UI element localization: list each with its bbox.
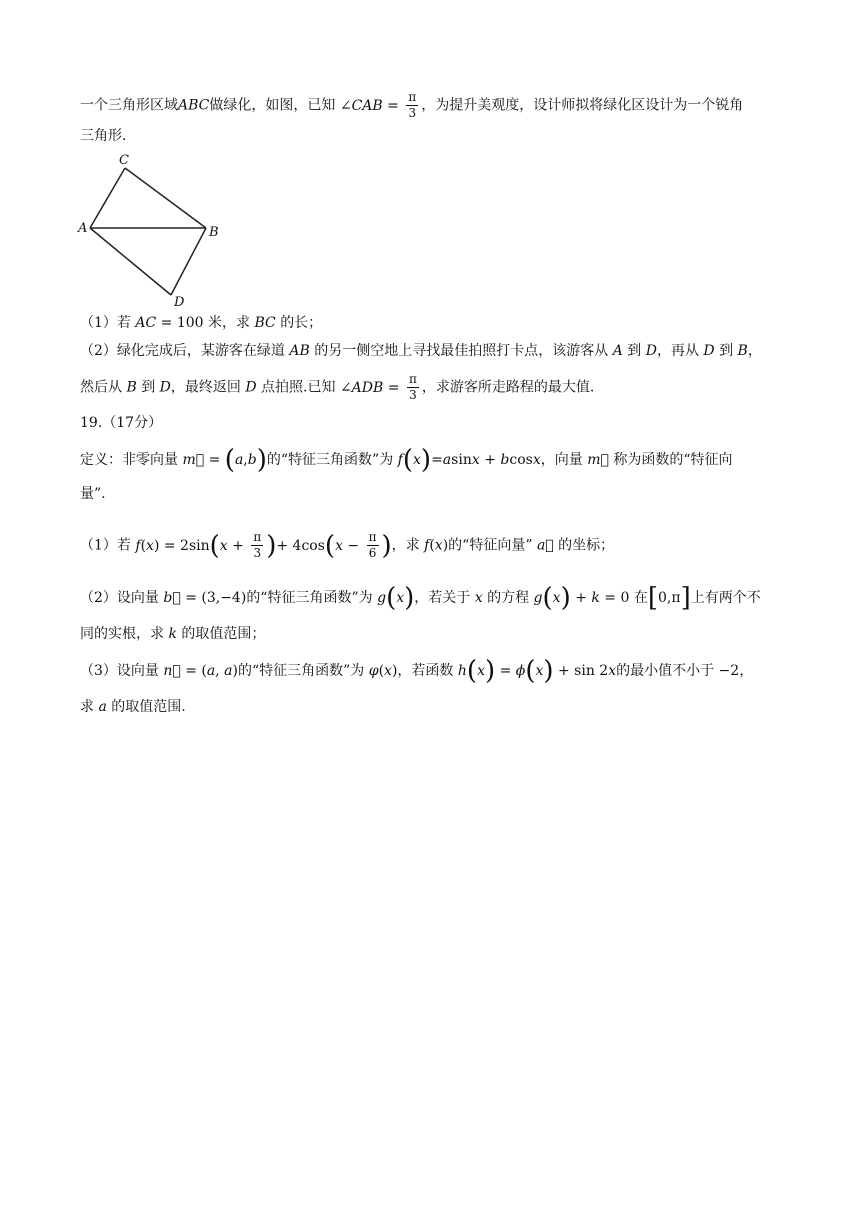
- sub-question-1: （1）若 f(x) = 2sin(x + $\frac{\pi}{3}$ )+ 4cos(x − $\frac{\pi}{6}$ )，求 f(x)的“特征向量” a⃗ 的坐标；: [80, 530, 615, 561]
- f-expression: f(x) = 2sin(x + $\frac{\pi}{3}$ )+ 4cos(x − $\frac{\pi}{6}$ ): [135, 530, 392, 561]
- sub-question-2-line-1: （2）设向量 b⃗ = (3,−4)的“特征三角函数”为 g(x)，若关于 x 的方程 g(x) + k = 0 在[0,π]上有两个不: [80, 583, 761, 613]
- angle-cab-formula: ∠CAB = $\frac{\pi}{3}$: [339, 90, 417, 120]
- vector-b-formula: b⃗ = (3,−4): [163, 590, 247, 606]
- vector-m-formula: m⃗ = (a,b): [182, 445, 267, 475]
- label-c: C: [119, 153, 129, 168]
- problem-intro-line-2: 三角形.: [80, 128, 127, 144]
- label-b: B: [209, 225, 219, 240]
- segment-cb: [125, 168, 206, 228]
- h-formula: h(x) = ϕ(x) + sin 2x: [457, 656, 617, 686]
- segment-bd: [171, 228, 206, 295]
- question-2-line-1: （2）绿化完成后，某游客在绿道 AB 的另一侧空地上寻找最佳拍照打卡点，该游客从 A 到 D，再从 D 到 B，: [80, 343, 762, 359]
- interval-0-pi: [0,π]: [647, 583, 691, 613]
- label-a: A: [78, 221, 88, 236]
- vector-n-formula: n⃗ = (a, a): [163, 663, 238, 679]
- quadrilateral-figure: [70, 150, 240, 310]
- sub-question-3-line-2: 求 a 的取值范围.: [80, 699, 186, 715]
- question-2-line-2: 然后从 B 到 D，最终返回 D 点拍照.已知 ∠ADB = $\frac{\pi}{3}$ ，求游客所走路程的最大值.: [80, 372, 595, 402]
- angle-adb-formula: ∠ADB = $\frac{\pi}{3}$: [339, 372, 417, 402]
- question-1: （1）若 AC = 100 米，求 BC 的长；: [80, 315, 323, 331]
- f-formula: f(x)=asinx + bcosx: [397, 445, 541, 475]
- definition-line-2: 量”.: [80, 486, 106, 502]
- problem-intro-line-1: 一个三角形区域ABC做绿化，如图，已知 ∠CAB = $\frac{\pi}{3}$ ，为提升美观度，设计师拟将绿化区设计为一个锐角: [80, 90, 744, 120]
- segment-ad: [90, 228, 171, 295]
- problem-19-header: 19.（17分）: [80, 415, 163, 431]
- segment-ca: [90, 168, 125, 228]
- label-d: D: [174, 295, 185, 310]
- sub-question-3-line-1: （3）设向量 n⃗ = (a, a)的“特征三角函数”为 φ(x)，若函数 h(x) = ϕ(x) + sin 2x的最小值不小于 −2，: [80, 656, 754, 686]
- triangle-abc: ABC: [178, 97, 210, 114]
- sub-question-2-line-2: 同的实根，求 k 的取值范围；: [80, 626, 266, 642]
- definition-line-1: 定义：非零向量 m⃗ = (a,b)的“特征三角函数”为 f(x)=asinx + bcosx，向量 m⃗ 称为函数的“特征向: [80, 445, 733, 475]
- equation-g: g(x) + k = 0: [533, 583, 630, 613]
